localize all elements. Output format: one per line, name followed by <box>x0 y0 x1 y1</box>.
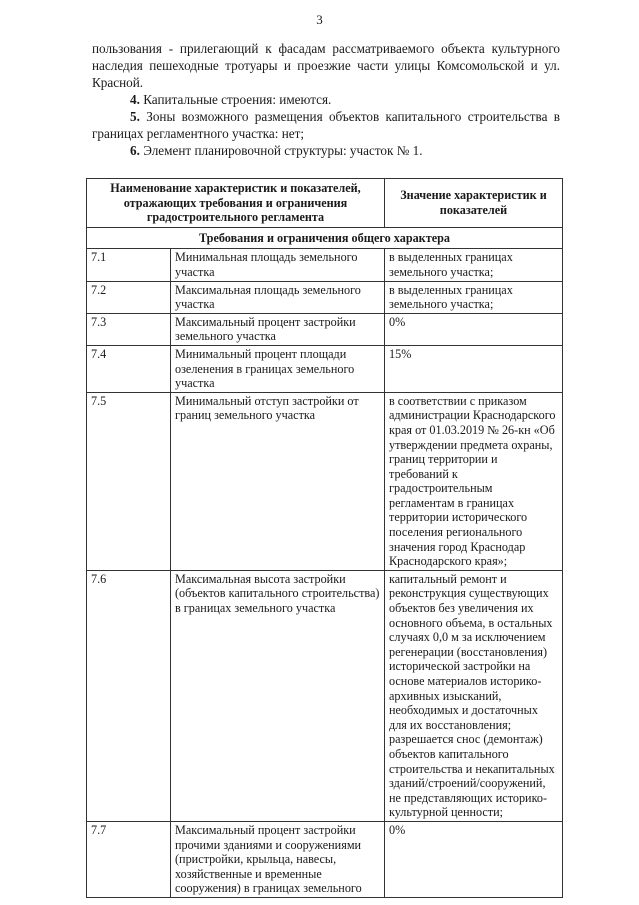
table-row <box>87 570 563 821</box>
row-name: Максимальный процент застройки земельного участка <box>171 313 385 345</box>
row-value: 0% <box>385 821 563 897</box>
section-title: Требования и ограничения общего характера <box>87 227 563 249</box>
paragraph-5: 5. Зоны возможного размещения объектов капитального строительства в границах регламентного участка: нет; <box>92 109 560 141</box>
page-number: 3 <box>316 12 323 27</box>
table-row <box>87 345 563 392</box>
row-number: 7.3 <box>87 313 171 345</box>
paragraph-6: 6. Элемент планировочной структуры: участок № 1. <box>130 143 423 158</box>
row-name: Минимальный отступ застройки от границ земельного участка <box>171 392 385 570</box>
row-value: в выделенных границах земельного участка; <box>385 281 563 313</box>
row-name: Минимальная площадь земельного участка <box>171 249 385 281</box>
parameters-table <box>86 178 563 898</box>
row-value: 15% <box>385 345 563 392</box>
paragraph-continuation: пользования - прилегающий к фасадам рассматриваемого объекта культурного наследия пешеходные тротуары и проезжие части улицы Комсомольской и ул. Красной. <box>92 41 560 90</box>
row-value: в соответствии с приказом администрации Краснодарского края от 01.03.2019 № 26-кн «Об утверждении предмета охраны, границ территории и требований к градостроительным регламентам в границах территории исторического поселения регионального значения город Краснодар Краснодарского края»; <box>385 392 563 570</box>
table-header-row <box>87 179 563 228</box>
row-number: 7.7 <box>87 821 171 897</box>
table-row <box>87 392 563 570</box>
row-name: Максимальная площадь земельного участка <box>171 281 385 313</box>
row-number: 7.6 <box>87 570 171 821</box>
row-name: Максимальная высота застройки (объектов капитального строительства) в границах земельного участка <box>171 570 385 821</box>
header-name: Наименование характеристик и показателей, отражающих требования и ограничения градостроительного регламента <box>87 179 385 228</box>
row-name: Минимальный процент площади озеленения в границах земельного участка <box>171 345 385 392</box>
paragraph-number: 6. <box>130 143 140 158</box>
table-row <box>87 313 563 345</box>
row-value: 0% <box>385 313 563 345</box>
row-number: 7.2 <box>87 281 171 313</box>
table-row <box>87 249 563 281</box>
header-value: Значение характеристик и показателей <box>385 179 563 228</box>
row-number: 7.1 <box>87 249 171 281</box>
table-section-row <box>87 227 563 249</box>
row-number: 7.5 <box>87 392 171 570</box>
intro-text <box>92 40 560 159</box>
table-row <box>87 821 563 897</box>
row-value: в выделенных границах земельного участка; <box>385 249 563 281</box>
table-row <box>87 281 563 313</box>
row-value: капитальный ремонт и реконструкция существующих объектов без увеличения их основного объема, в остальных случаях 0,0 м за исключением регенерации (восстановления) исторической застройки на основе материалов историко-архивных изысканий, необходимых и достаточных для их восстановления; разрешается снос (демонтаж) объектов капитального строительства и некапитальных зданий/строений/сооружений, не представляющих историко-культурной ценности; <box>385 570 563 821</box>
row-name: Максимальный процент застройки прочими зданиями и сооружениями (пристройки, крыльца, навесы, хозяйственные и временные сооружения) в границах земельного <box>171 821 385 897</box>
paragraph-number: 4. <box>130 92 140 107</box>
paragraph-4: 4. Капитальные строения: имеются. <box>130 92 332 107</box>
row-number: 7.4 <box>87 345 171 392</box>
paragraph-number: 5. <box>130 109 140 124</box>
